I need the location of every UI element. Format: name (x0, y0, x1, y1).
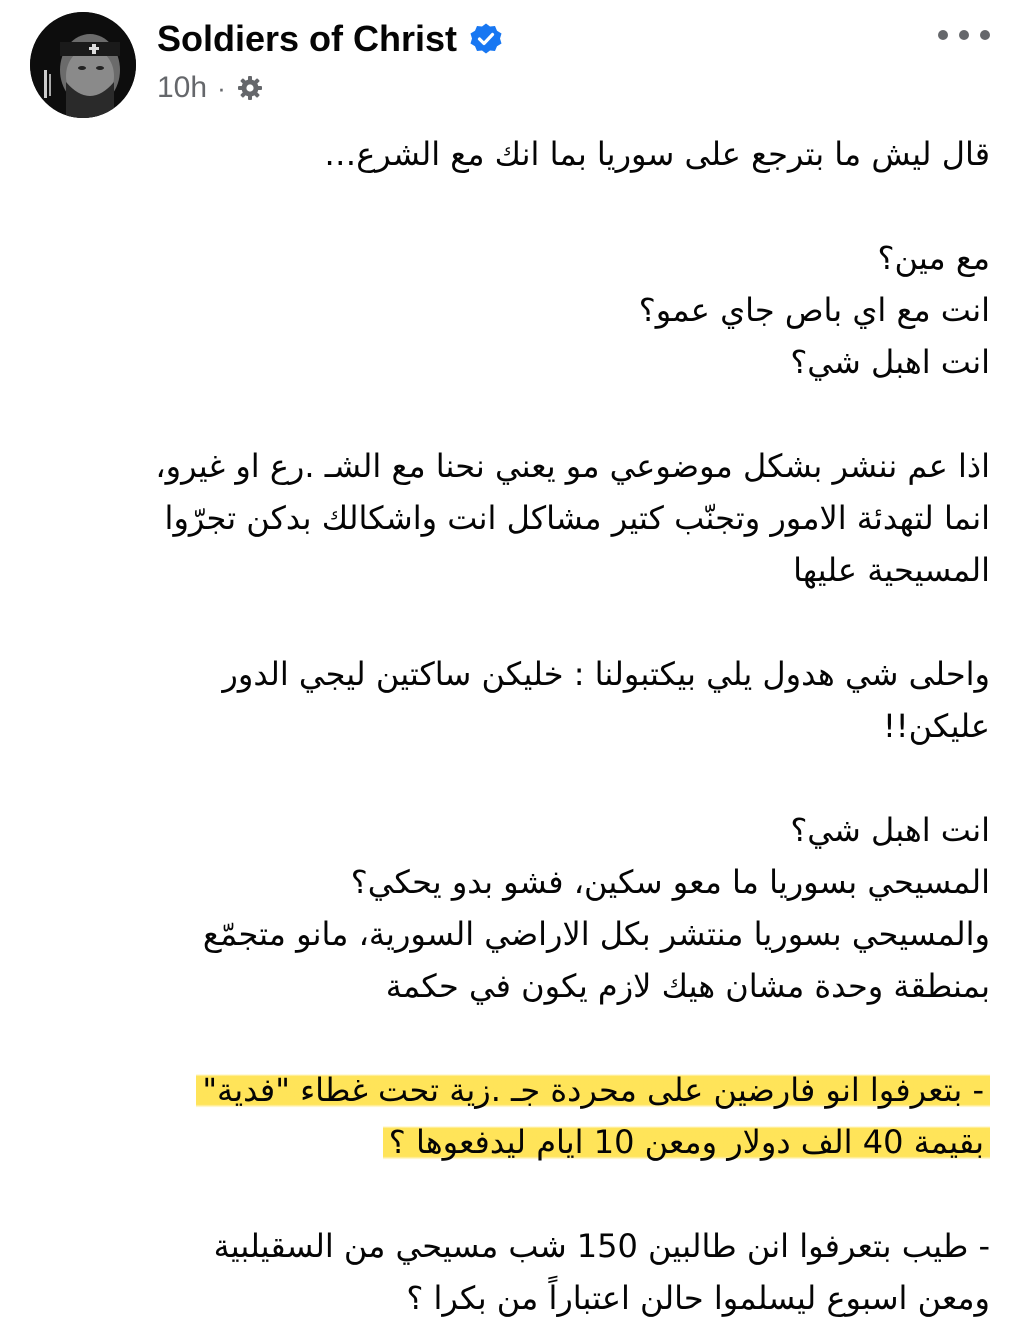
post-line: انت اهبل شي؟ (790, 343, 990, 381)
post-meta (157, 66, 264, 110)
avatar-image (30, 12, 136, 118)
more-dot-icon (980, 30, 990, 40)
post-paragraph-5 (40, 804, 990, 1012)
page-name[interactable]: Soldiers of Christ (157, 18, 458, 59)
post-line: المسيحي بسوريا ما معو سكين، فشو بدو يحكي؟ (350, 863, 990, 901)
post-line: والمسيحي بسوريا منتشر بكل الاراضي السورية، مانو متجمّع (202, 915, 990, 953)
post-line: مع مين؟ (877, 239, 990, 277)
page-name-row (157, 16, 503, 62)
highlight-mark: بقيمة 40 الف دولار ومعن 10 ايام ليدفعوها ؟ (383, 1123, 990, 1161)
post-body (40, 128, 990, 1324)
post-paragraph-3 (40, 440, 990, 596)
post-line: اذا عم ننشر بشكل موضوعي مو يعني نحنا مع الشـ .رع او غيرو، (155, 447, 990, 485)
post-line: ومعن اسبوع ليسلموا حالن اعتباراً من بكرا ؟ (406, 1279, 990, 1317)
verified-badge-icon (469, 22, 503, 56)
highlight-mark: - بتعرفوا انو فارضين على محردة جـ .زية تحت غطاء "فدية" (196, 1071, 990, 1109)
post-line: بمنطقة وحدة مشان هيك لازم يكون في حكمة (385, 967, 990, 1005)
post-line: - طيب بتعرفوا انن طالبين 150 شب مسيحي من السقيلبية (213, 1227, 990, 1265)
post-paragraph-2 (40, 232, 990, 388)
post-line: المسيحية عليها (793, 551, 990, 589)
post-line-highlighted (40, 1116, 990, 1168)
more-dot-icon (938, 30, 948, 40)
page-avatar[interactable] (30, 12, 136, 118)
post-line: انما لتهدئة الامور وتجنّب كتير مشاكل انت واشكالك بدكن تجرّوا (164, 499, 990, 537)
post-line-highlighted (40, 1064, 990, 1116)
post-paragraph-7 (40, 1220, 990, 1324)
post-timestamp[interactable]: 10h (157, 71, 208, 104)
post-line: انت اهبل شي؟ (790, 811, 990, 849)
more-dot-icon (959, 30, 969, 40)
post-line: انت مع اي باص جاي عمو؟ (638, 291, 990, 329)
meta-separator: · (217, 72, 226, 103)
post-paragraph-4 (40, 648, 990, 752)
post-header (0, 0, 1020, 120)
post-paragraph-6-highlighted (40, 1064, 990, 1168)
more-options-button[interactable] (938, 18, 990, 52)
post-line: واحلى شي هدول يلي بيكتبولنا : خليكن ساكتين ليجي الدور (222, 655, 990, 693)
post-paragraph-1 (40, 128, 990, 180)
post-line: عليكن!! (882, 707, 990, 745)
privacy-gear-icon[interactable] (236, 74, 264, 102)
post-line: قال ليش ما بترجع على سوريا بما انك مع الشرع… (324, 135, 990, 173)
